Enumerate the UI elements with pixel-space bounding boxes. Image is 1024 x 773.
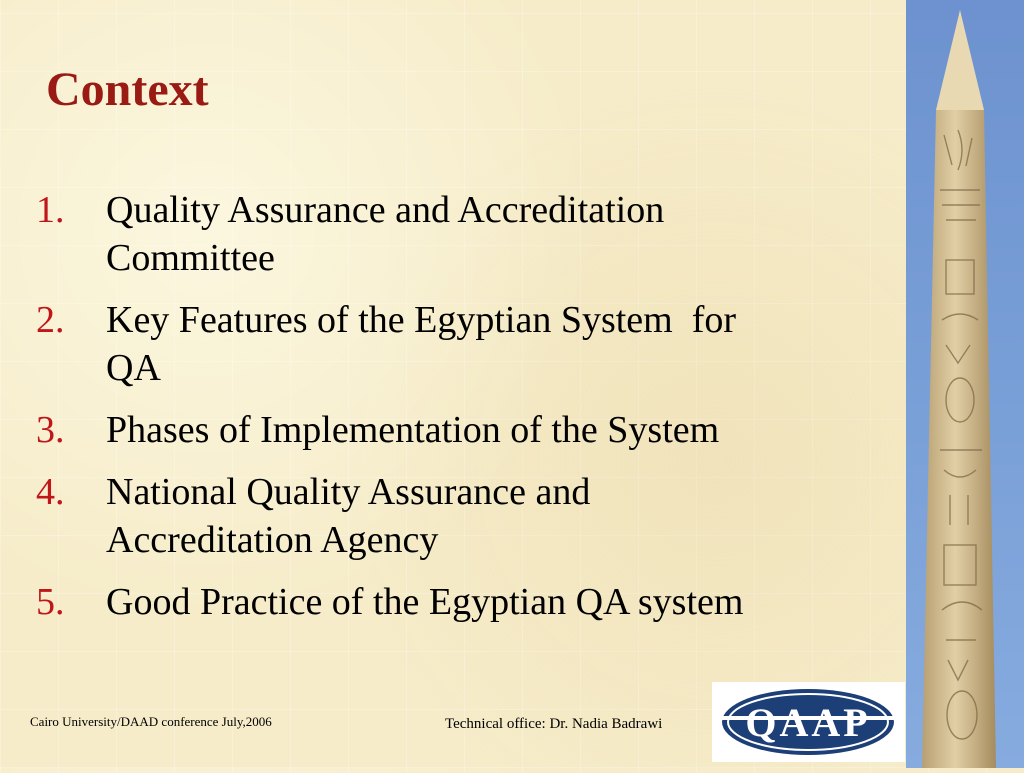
item-line: Phases of Implementation of the System (106, 409, 720, 451)
item-number: 5. (36, 581, 65, 623)
agenda-item (36, 296, 886, 392)
item-text (106, 578, 743, 626)
item-line: QA (106, 347, 161, 389)
obelisk-graphic (906, 0, 1024, 768)
item-text (106, 296, 736, 392)
item-number: 3. (36, 409, 65, 451)
item-line: Committee (106, 237, 275, 279)
qaap-logo (712, 682, 905, 762)
footer-office: Technical office: Dr. Nadia Badrawi (445, 716, 663, 732)
obelisk-pyramidion (936, 10, 984, 110)
item-line: Quality Assurance and Accreditation (106, 189, 665, 231)
obelisk-image (906, 0, 1024, 768)
agenda-list (36, 186, 886, 640)
qaap-logo-graphic (712, 682, 905, 762)
item-number: 2. (36, 299, 65, 341)
obelisk-shaft (922, 110, 996, 768)
item-number: 4. (36, 471, 65, 513)
item-line: Key Features of the Egyptian System for (106, 299, 737, 341)
item-line: National Quality Assurance and (106, 471, 591, 513)
logo-text: QAAP (745, 700, 871, 745)
slide-title: Context (46, 63, 209, 116)
agenda-item (36, 468, 886, 564)
footer-conference: Cairo University/DAAD conference July,2006 (30, 714, 272, 729)
item-text (106, 468, 590, 564)
item-text (106, 406, 719, 454)
agenda-item (36, 406, 886, 454)
item-line: Good Practice of the Egyptian QA system (106, 581, 744, 623)
item-line: Accreditation Agency (106, 519, 439, 561)
item-text (106, 186, 664, 282)
item-number: 1. (36, 189, 65, 231)
agenda-item (36, 186, 886, 282)
agenda-item (36, 578, 886, 626)
